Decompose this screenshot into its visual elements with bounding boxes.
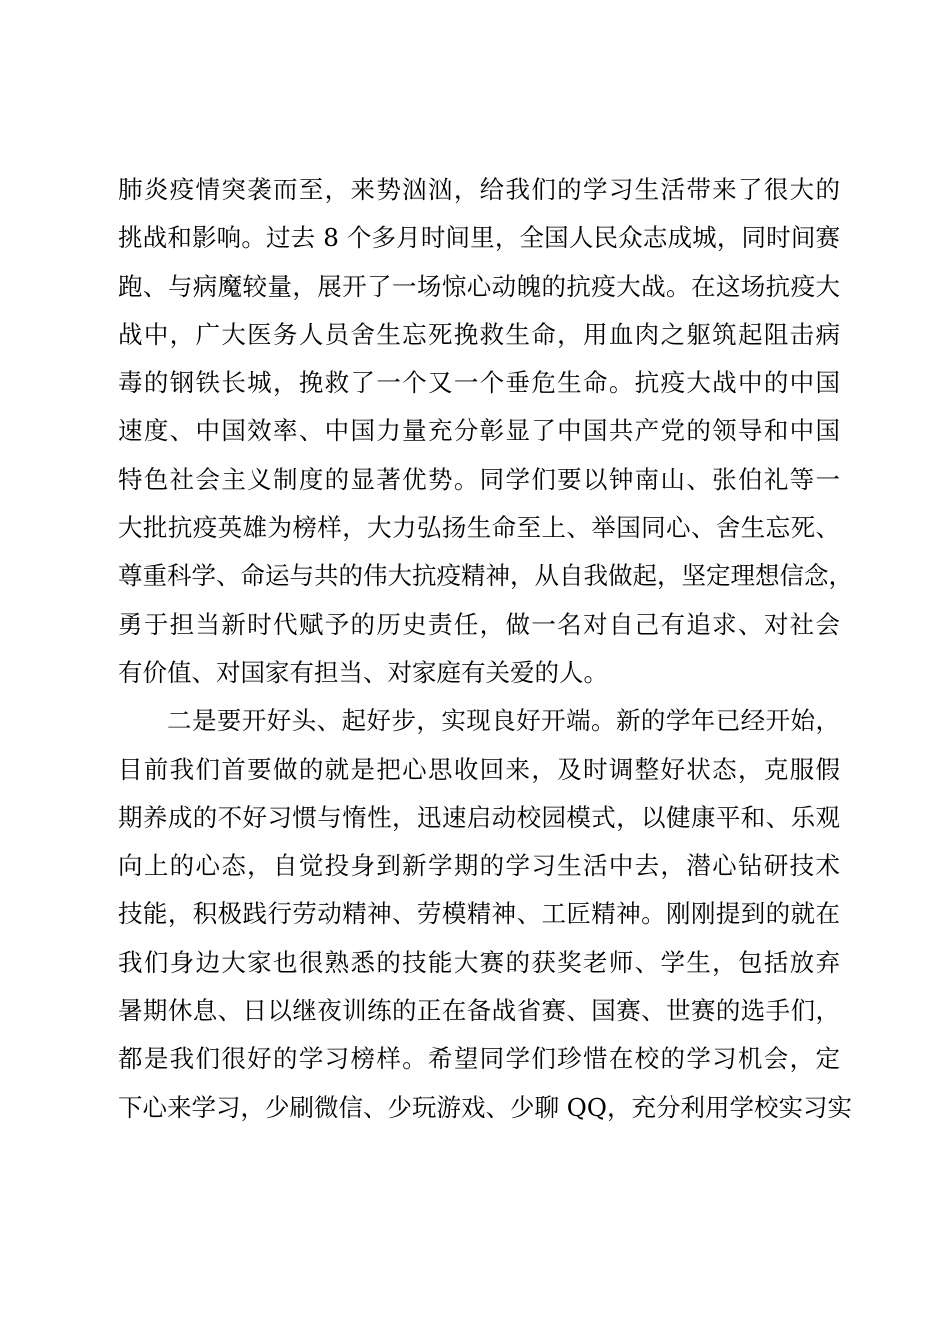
text-line: 期养成的不好习惯与惰性，迅速启动校园模式，以健康平和、乐观 [118,802,840,832]
text-line: 下心来学习，少刷微信、少玩游戏、少聊 QQ，充分利用学校实习实 [118,1092,852,1122]
text-line: 我们身边大家也很熟悉的技能大赛的获奖老师、学生，包括放弃 [118,947,840,977]
text-line: 目前我们首要做的就是把心思收回来，及时调整好状态，克服假 [118,754,840,784]
text-line: 都是我们很好的学习榜样。希望同学们珍惜在校的学习机会，定 [118,1044,840,1074]
text-line: 技能，积极践行劳动精神、劳模精神、工匠精神。刚刚提到的就在 [118,899,840,929]
text-line: 二是要开好头、起好步，实现良好开端。新的学年已经开始， [167,706,840,736]
paragraph-1 [118,166,853,697]
text-line: 毒的钢铁长城，挽救了一个又一个垂危生命。抗疫大战中的中国 [118,368,840,398]
text-line: 跑、与病魔较量，展开了一场惊心动魄的抗疫大战。在这场抗疫大 [118,271,840,301]
paragraph-2 [118,697,852,1132]
text-line: 挑战和影响。过去 8 个多月时间里，全国人民众志成城，同时间赛 [118,223,840,253]
text-line: 勇于担当新时代赋予的历史责任，做一名对自己有追求、对社会 [118,609,840,639]
text-line: 特色社会主义制度的显著优势。同学们要以钟南山、张伯礼等一 [118,464,840,494]
text-line: 大批抗疫英雄为榜样，大力弘扬生命至上、举国同心、舍生忘死、 [118,513,840,543]
text-line: 速度、中国效率、中国力量充分彰显了中国共产党的领导和中国 [118,416,840,446]
text-line: 暑期休息、日以继夜训练的正在备战省赛、国赛、世赛的选手们， [118,996,840,1026]
body-text [118,166,853,1132]
text-line: 尊重科学、命运与共的伟大抗疫精神，从自我做起，坚定理想信念， [118,561,853,591]
text-line: 有价值、对国家有担当、对家庭有关爱的人。 [118,657,608,687]
text-line: 战中，广大医务人员舍生忘死挽救生命，用血肉之躯筑起阻击病 [118,319,840,349]
text-line: 向上的心态，自觉投身到新学期的学习生活中去，潜心钻研技术 [118,851,840,881]
text-line: 肺炎疫情突袭而至，来势汹汹，给我们的学习生活带来了很大的 [118,175,840,204]
